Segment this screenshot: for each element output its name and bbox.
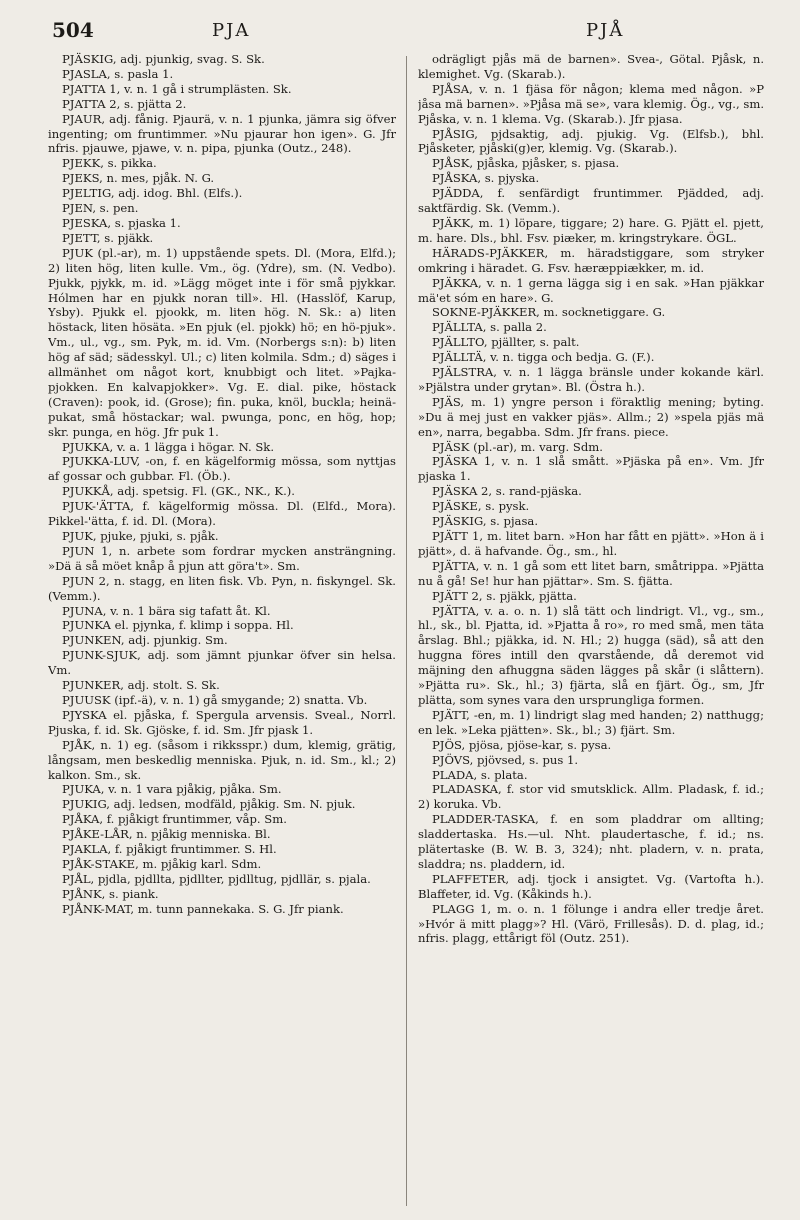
left-running-head: PJA (212, 20, 251, 41)
dictionary-entry: PJUNK-SJUK, adj. som jämnt pjunkar öfver sin helsa. Vm. (48, 648, 396, 678)
dictionary-entry: PJUN 1, n. arbete som fordrar mycken ansträngning. »Dä ä så möet knåp å pjun att göra't». Sm. (48, 543, 396, 573)
dictionary-entry: PJUK-'ÄTTA, f. kägelformig mössa. Dl. (Elfd., Mora). Pikkel-'ätta, f. id. Dl. (Mora). (48, 499, 396, 529)
dictionary-entry: HÄRADS-PJÄKKER, m. häradstiggare, som stryker omkring i häradet. G. Fsv. hæræppiækker, m. id. (418, 245, 764, 275)
dictionary-entry: PJYSKA el. pjåska, f. Spergula arvensis. Sveal., Norrl. Pjuska, f. id. Sk. Gjöske, f. id. Sm. Jfr pjask 1. (48, 707, 396, 737)
dictionary-entry: PJÖS, pjösa, pjöse-kar, s. pysa. (432, 737, 612, 752)
dictionary-entry: PJÄTT 1, m. litet barn. »Hon har fått en pjätt». »Hon ä i pjätt», d. ä hafvande. Ög., sm., hl. (418, 529, 764, 558)
dictionary-entry: PJÖVS, pjövsed, s. pus 1. (432, 752, 579, 767)
dictionary-entry: PJETT, s. pjäkk. (62, 230, 154, 245)
dictionary-entry: PJUNKEN, adj. pjunkig. Sm. (62, 633, 228, 648)
dictionary-entry: PJAKLA, f. pjåkigt fruntimmer. S. Hl. (62, 842, 277, 857)
dictionary-entry: SOKNE-PJÄKKER, m. socknetiggare. G. (432, 305, 666, 320)
dictionary-entry: PJATTA 2, s. pjätta 2. (62, 96, 187, 111)
dictionary-entry: PJUKKA-LUV, -on, f. en kägelformig mössa, som nyttjas af gossar och gubbar. Fl. (Öb.). (48, 454, 396, 484)
dictionary-entry: PJÄSKA 2, s. rand-pjäska. (432, 484, 582, 499)
dictionary-entry: PJUKIG, adj. ledsen, modfäld, pjåkig. Sm. N. pjuk. (62, 797, 356, 812)
dictionary-entry: PJÅK-STAKE, m. pjåkig karl. Sdm. (62, 856, 262, 871)
dictionary-entry: PJÅNK, s. piank. (62, 886, 159, 901)
dictionary-entry: PJÄLLTÄ, v. n. tigga och bedja. G. (F.). (432, 350, 655, 365)
dictionary-entry: PJÄSKIG, s. pjasa. (432, 514, 539, 529)
dictionary-entry: PJÅKE-LÅR, n. pjåkig menniska. Bl. (62, 827, 271, 842)
dictionary-entry: PJUNKA el. pjynka, f. klimp i soppa. Hl. (62, 618, 294, 633)
dictionary-entry: PJELTIG, adj. idog. Bhl. (Elfs.). (62, 186, 243, 201)
dictionary-entry: PJUUSK (ipf.-ä), v. n. 1) gå smygande; 2) snatta. Vb. (62, 692, 368, 707)
dictionary-entry: PJÅL, pjdla, pjdllta, pjdllter, pjdlltug, pjdllär, s. pjala. (62, 871, 371, 886)
dictionary-entry: PJÄLLTA, s. palla 2. (432, 320, 547, 335)
dictionary-entry: PJÅSK, pjåska, pjåsker, s. pjasa. (432, 156, 620, 171)
dictionary-entry: PJÄDDA, f. senfärdigt fruntimmer. Pjädded, adj. saktfärdig. Sk. (Vemm.). (418, 186, 764, 216)
dictionary-entry: PJÄSKA 1, v. n. 1 slå smått. »Pjäska på en». Vm. Jfr pjaska 1. (418, 454, 764, 484)
dictionary-entry: PJEKK, s. pikka. (62, 156, 157, 171)
dictionary-entry: PJÅSIG, pjdsaktig, adj. pjukig. Vg. (Elfsb.), bhl. Pjåsketer, pjåski(g)er, klemig. Vg. (Skarab.). (418, 126, 764, 156)
left-column (48, 52, 396, 1212)
dictionary-entry: PJÅKA, f. pjåkigt fruntimmer, våp. Sm. (62, 812, 287, 827)
dictionary-entry: PLAGG 1, m. o. n. 1 fölunge i andra eller tredje året. »Hvór ä mitt plagg»? Hl. (Värö, Frillesås). D. d. plag, id.; nfris. plagg, ettårigt föl (Outz. 251). (418, 901, 764, 946)
dictionary-entry: PJÄSK (pl.-ar), m. varg. Sdm. (432, 439, 603, 454)
dictionary-entry: PJÄTTA, v. a. o. n. 1) slå tätt och lindrigt. Vl., vg., sm., hl., sk., bl. Pjatta, id. »Pjatta å ro», ro med små, men täta årslag. Bhl.; pjäkka, id. N. Hl.; 2) hugga (säd), så att den huggna föres intill den qvarstående, då deremot vid mäjning den afhuggna säden lägges på skår (i slåttern). »Pjätta ru». Sk., hl.; 3) fjärta, slå en fjärt. Ög., sm, Jfr plätta, som synes vara den ursprungliga formen. (418, 603, 764, 707)
dictionary-entry: PJAUR, adj. fånig. Pjaurä, v. n. 1 pjunka, jämra sig öfver ingenting; om fruntimmer. »Nu pjaurar hon igen». G. Jfr nfris. pjauwe, pjawe, v. n. pipa, pjunka (Outz., 248). (48, 111, 396, 156)
dictionary-entry: PJÅK, n. 1) eg. (såsom i rikksspr.) dum, klemig, grätig, långsam, men beskedlig menniska. Pjuk, n. id. Sm., kl.; 2) kalkon. Sm., sk. (48, 737, 396, 782)
dictionary-entry: PJUKKA, v. a. 1 lägga i högar. N. Sk. (62, 439, 275, 454)
dictionary-entry: PJUNKER, adj. stolt. S. Sk. (62, 678, 220, 693)
dictionary-entry: PJÅNK-MAT, m. tunn pannekaka. S. G. Jfr piank. (62, 901, 344, 916)
dictionary-entry: PJÄLLTO, pjällter, s. palt. (432, 335, 580, 350)
dictionary-entry: PJÄKKA, v. n. 1 gerna lägga sig i en sak. »Han pjäkkar mä'et sóm en hare». G. (418, 275, 764, 305)
dictionary-entry: PJASLA, s. pasla 1. (62, 66, 174, 81)
dictionary-entry: PLADASKA, f. stor vid smutsklick. Allm. Pladask, f. id.; 2) koruka. Vb. (418, 782, 764, 812)
dictionary-entry: PJATTA 1, v. n. 1 gå i strumplästen. Sk. (62, 81, 292, 96)
dictionary-entry: PJESKA, s. pjaska 1. (62, 215, 181, 230)
page-number: 504 (52, 18, 94, 42)
dictionary-entry: PJÄTT, -en, m. 1) lindrigt slag med handen; 2) natthugg; en lek. »Leka pjätten». Sk., bl.; 3) fjärt. Sm. (418, 707, 764, 737)
dictionary-entry: odrägligt pjås mä de barnen». Svea-, Götal. Pjåsk, n. klemighet. Vg. (Skarab.). (418, 52, 764, 81)
dictionary-entry: PJUK, pjuke, pjuki, s. pjåk. (62, 529, 219, 543)
dictionary-entry: PLAFFETER, adj. tjock i ansigtet. Vg. (Vartofta h.). Blaffeter, id. Vg. (Kåkinds h.). (418, 871, 764, 901)
dictionary-entry: PJUKKÅ, adj. spetsig. Fl. (GK., NK., K.). (62, 484, 295, 499)
dictionary-entry: PJÄLSTRA, v. n. 1 lägga bränsle under kokande kärl. »Pjälstra under grytan». Bl. (Östra h.). (418, 365, 764, 394)
dictionary-entry: PJÄTTA, v. n. 1 gå som ett litet barn, småtrippa. »Pjätta nu å gå! Se! hur han pjättar». Sm. S. fjätta. (418, 558, 764, 588)
dictionary-entry: PJÄKK, m. 1) löpare, tiggare; 2) hare. G. Pjätt el. pjett, m. hare. Dls., bhl. Fsv. piæker, m. kringstrykare. ÖGL. (418, 215, 764, 245)
dictionary-entry: PLADDER-TASKA, f. en som pladdrar om allting; sladdertaska. Hs.—ul. Nht. plaudertasche, f. id.; ns. plätertaske (B. W. B. 3, 324); nht. pladern, v. n. prata, sladdra; ns. pladdern, id. (418, 812, 764, 871)
dictionary-entry: PJUNA, v. n. 1 bära sig tafatt åt. Kl. (62, 603, 271, 618)
dictionary-entry: PJÄS, m. 1) yngre person i föraktlig mening; byting. »Du ä mej just en vakker pjäs». Allm.; 2) »spela pjäs mä en», narra, begabba. Sdm. Jfr frans. piece. (418, 394, 764, 439)
column-divider (406, 56, 407, 1206)
dictionary-entry: PJÄTT 2, s. pjäkk, pjätta. (432, 588, 577, 603)
dictionary-entry: PJUN 2, n. stagg, en liten fisk. Vb. Pyn, n. fiskyngel. Sk. (Vemm.). (48, 573, 396, 603)
right-running-head: PJÅ (586, 20, 625, 41)
dictionary-entry: PJÄSKIG, adj. pjunkig, svag. S. Sk. (62, 52, 265, 66)
dictionary-entry: PJUK (pl.-ar), m. 1) uppstående spets. Dl. (Mora, Elfd.); 2) liten hög, liten kulle. Vm., ög. (Ydre), sm. (N. Vedbo). Pjukk, pjykk, m. id. »Lägg möget inte i för små pjykkar. Hólmen har en pjukk noran till». Hl. (Hasslöf, Karup, Ysby). Pjukk el. pjookk, m. liten hög. N. Sk.: a) liten höstack, liten hösäta. »En pjuk (el. pjokk) hö; en hö-pjuk». Vm., ul., vg., sm. Pyk, m. id. Vm. (Norbergs s:n): b) liten hög af säd; sädesskyl. Ul.; c) liten kolmila. Sdm.; d) säges i allmänhet om något kort, knubbigt och litet. »Pajka-pjokken. En kalvapjokker». Vg. E. dial. pike, höstack (Craven): pook, id. (Grose); fin. puka, knöl, buckla; heinä-pukat, små höstackar; wal. pwunga, ponc, en hög, hop; skr. punga, en hög. Jfr puk 1. (48, 245, 396, 439)
right-column (418, 52, 764, 1212)
dictionary-entry: PJÅSA, v. n. 1 fjäsa för någon; klema med någon. »P jåsa mä barnen». »Pjåsa mä se», vara klemig. Ög., vg., sm. Pjåska, v. n. 1 klema. Vg. (Skarab.). Jfr pjasa. (418, 81, 764, 126)
dictionary-entry: PJÅSKA, s. pjyska. (432, 171, 540, 186)
dictionary-entry: PJEKS, n. mes, pjåk. N. G. (62, 171, 215, 186)
dictionary-entry: PJUKA, v. n. 1 vara pjåkig, pjåka. Sm. (62, 782, 282, 797)
dictionary-entry: PJÄSKE, s. pysk. (432, 499, 530, 514)
page-header (0, 8, 800, 48)
dictionary-entry: PLADA, s. plata. (432, 767, 528, 782)
dictionary-entry: PJEN, s. pen. (62, 201, 139, 216)
